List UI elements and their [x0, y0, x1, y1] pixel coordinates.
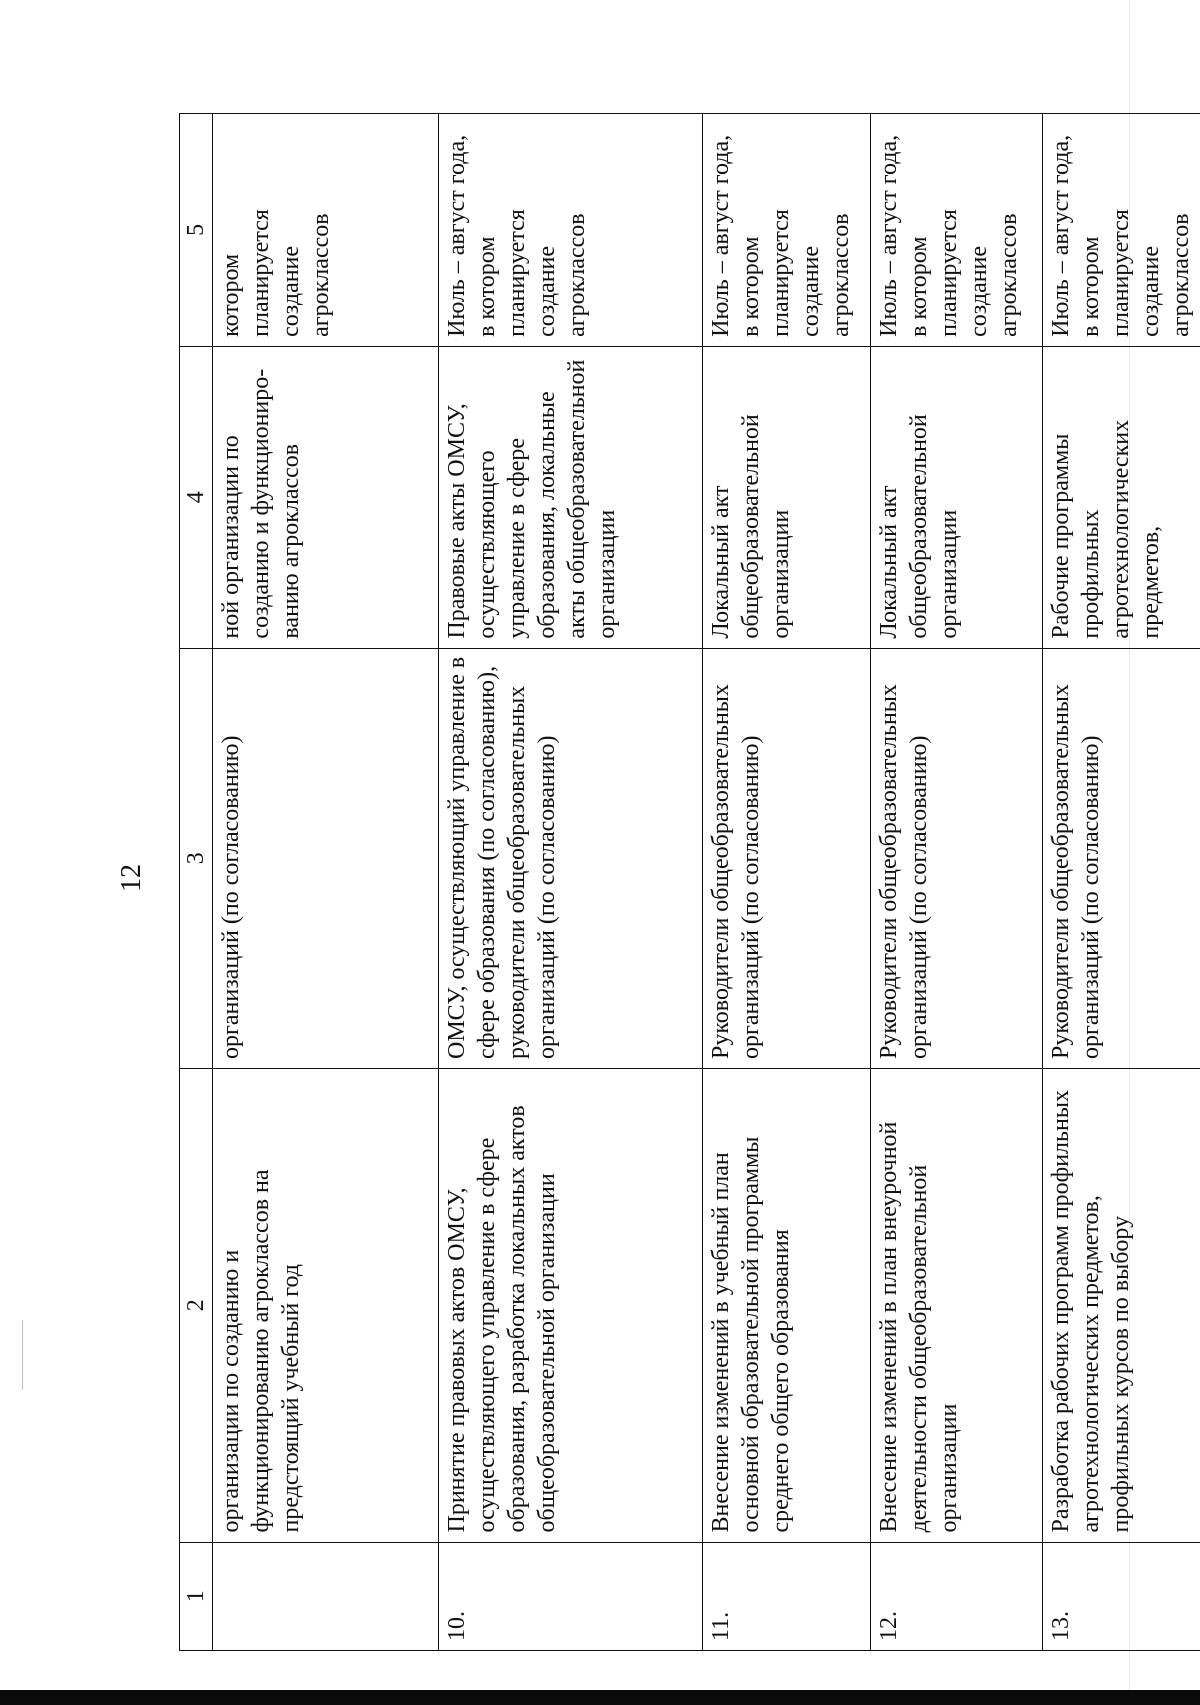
rotated-sheet	[179, 0, 1200, 1651]
column-header-5: 5	[180, 114, 213, 347]
scan-bottom-edge	[0, 1690, 1200, 1705]
column-header-4: 4	[180, 346, 213, 648]
date-cell: Июль – август года, в котором планируется создание агроклассов	[870, 114, 1042, 347]
date-cell: Июль – август года, в котором планируется создание агроклассов	[1043, 114, 1200, 347]
action-cell: Принятие правовых актов ОМСУ, осуществляющего управление в сфере образования, разработка локальных актов общеобразовательной организации	[439, 1068, 703, 1542]
responsible-cell: Руководители общеобразовательных организаций (по согласованию)	[870, 648, 1042, 1068]
table-header-row	[180, 114, 213, 1651]
row-number-cell: 12.	[870, 1542, 1042, 1650]
document-cell: Рабочие программы профильных агротехнологических предметов,	[1043, 346, 1200, 648]
responsible-cell: организаций (по согласованию)	[213, 648, 439, 1068]
table-row	[439, 114, 703, 1651]
date-cell: Июль – август года, в котором планируется создание агроклассов	[702, 114, 870, 347]
page-number: 12	[116, 864, 147, 892]
responsible-cell: Руководители общеобразовательных организаций (по согласованию)	[702, 648, 870, 1068]
plan-table	[179, 113, 1200, 1651]
document-cell: Локальный акт общеобразовательной организации	[870, 346, 1042, 648]
column-header-1: 1	[180, 1542, 213, 1650]
action-cell: Внесение изменений в учебный план основной образовательной программы среднего общего образования	[702, 1068, 870, 1542]
scan-artifact-mark	[22, 1320, 23, 1390]
table-row	[213, 114, 439, 1651]
table-row	[1043, 114, 1200, 1651]
row-number-cell: 11.	[702, 1542, 870, 1650]
action-cell: Разработка рабочих программ профильных агротехнологических предметов, профильных курсов по выбору	[1043, 1068, 1200, 1542]
column-header-2: 2	[180, 1068, 213, 1542]
table-row	[870, 114, 1042, 1651]
document-cell: Локальный акт общеобразовательной организации	[702, 346, 870, 648]
row-number-cell: 10.	[439, 1542, 703, 1650]
row-number-cell: 13.	[1043, 1542, 1200, 1650]
row-number-cell	[213, 1542, 439, 1650]
date-cell: Июль – август года, в котором планируется создание агроклассов	[439, 114, 703, 347]
table-row	[702, 114, 870, 1651]
document-cell: Правовые акты ОМСУ, осуществляющего управление в сфере образования, локальные акты общеобразовательной организации	[439, 346, 703, 648]
responsible-cell: Руководители общеобразовательных организаций (по согласованию)	[1043, 648, 1200, 1068]
document-cell: ной организации по созданию и функционированию агроклассов	[213, 346, 439, 648]
action-cell: Внесение изменений в план внеурочной деятельности общеобразовательной организации	[870, 1068, 1042, 1542]
date-cell: котором планируется создание агроклассов	[213, 114, 439, 347]
responsible-cell: ОМСУ, осуществляющий управление в сфере образования (по согласованию), руководители общеобразовательных организаций (по согласованию)	[439, 648, 703, 1068]
action-cell: организации по созданию и функционированию агроклассов на предстоящий учебный год	[213, 1068, 439, 1542]
column-header-3: 3	[180, 648, 213, 1068]
